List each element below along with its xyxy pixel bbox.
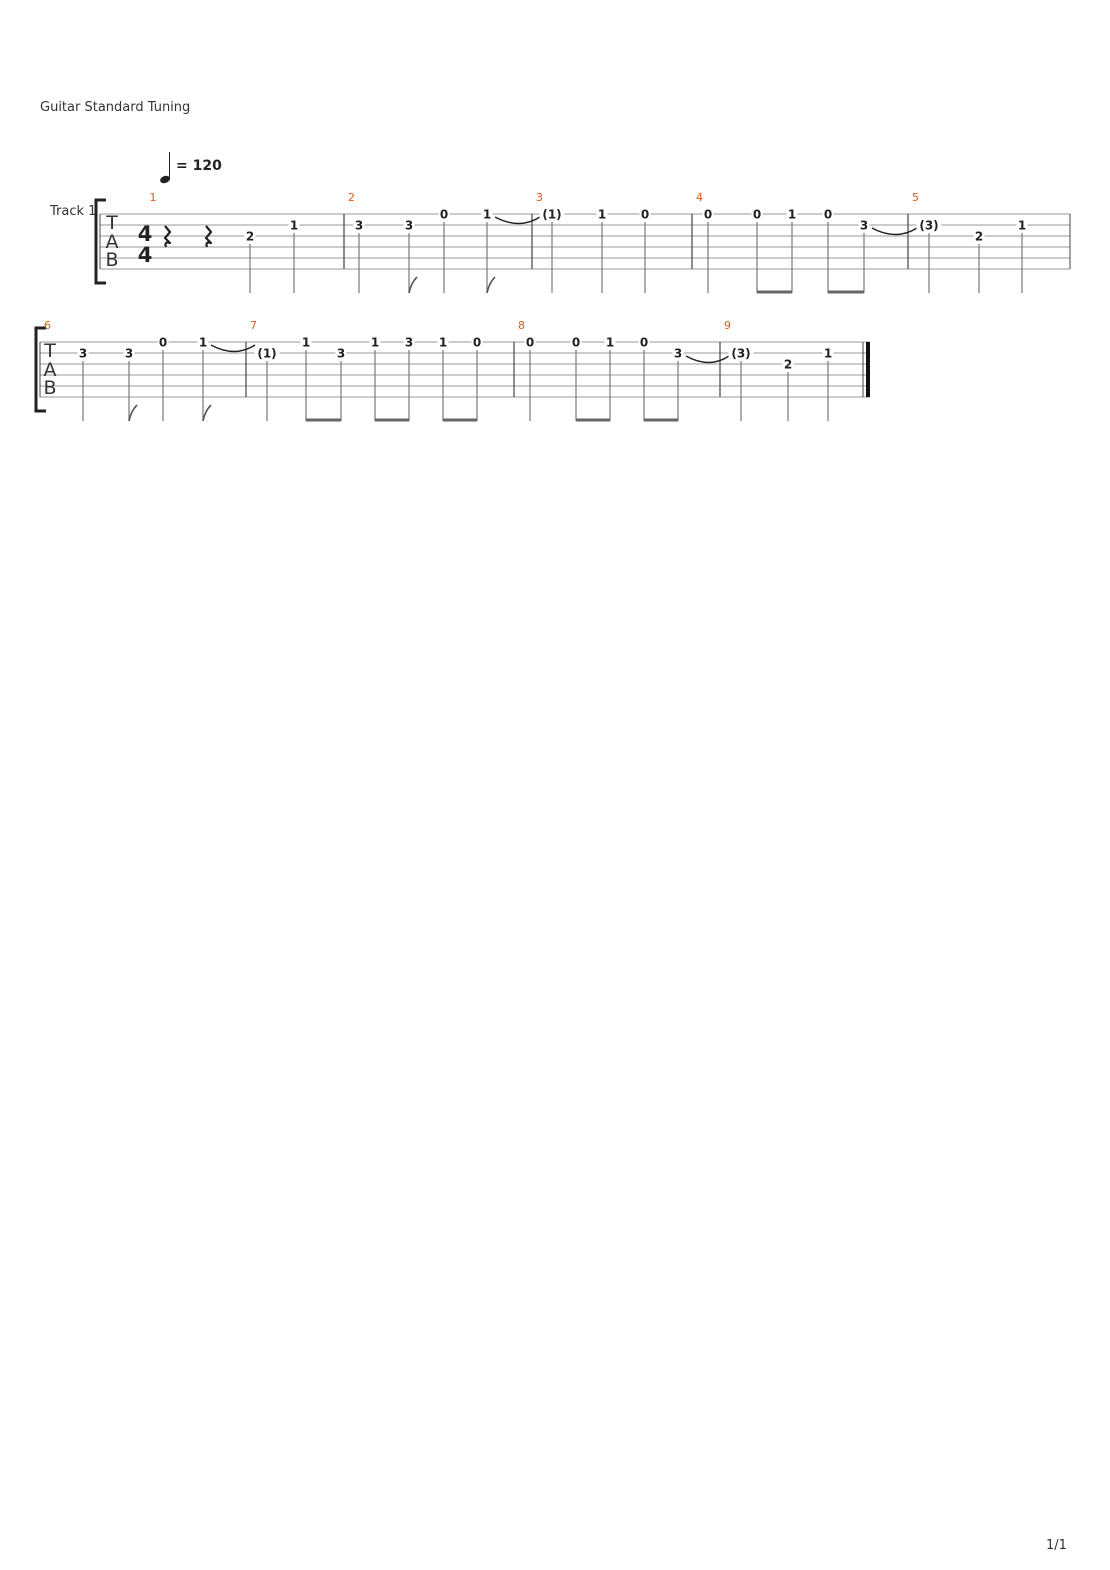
fret-number: 0: [823, 207, 833, 222]
track-name: Track 1: [50, 204, 97, 219]
tab-clef-letter: B: [43, 377, 57, 399]
fret-number: 3: [404, 218, 414, 233]
measure-number: 8: [518, 319, 525, 332]
time-signature-top: 4: [137, 222, 153, 246]
fret-number: 1: [370, 335, 380, 350]
tab-clef-letter: A: [43, 359, 57, 381]
measure-number: 1: [149, 191, 157, 204]
fret-number: 3: [673, 346, 683, 361]
fret-number: 1: [597, 207, 607, 222]
fret-number: 1: [823, 346, 833, 361]
fret-number: 0: [439, 207, 449, 222]
tie-arc: [686, 356, 729, 363]
fret-number: 3: [404, 335, 414, 350]
tuning-label: Guitar Standard Tuning: [40, 100, 191, 115]
tab-clef-letter: T: [44, 340, 56, 362]
fret-number: 0: [158, 335, 168, 350]
fret-number: 0: [640, 207, 650, 222]
fret-number: 1: [787, 207, 797, 222]
measure-number: 5: [912, 191, 919, 204]
fret-number: 1: [605, 335, 615, 350]
fret-number: 3: [124, 346, 134, 361]
measure-number: 7: [250, 319, 257, 332]
time-signature-bottom: 4: [137, 243, 153, 267]
fret-number: 3: [336, 346, 346, 361]
fret-number: (1): [257, 346, 277, 361]
fret-number: 1: [301, 335, 311, 350]
measure-number: 3: [536, 191, 543, 204]
tie-arc: [872, 228, 917, 235]
measure-number: 6: [44, 319, 51, 332]
fret-number: 2: [974, 229, 984, 244]
fret-number: 0: [639, 335, 649, 350]
fret-number: 0: [472, 335, 482, 350]
fret-number: 0: [525, 335, 535, 350]
tab-clef-letter: T: [106, 212, 118, 234]
tempo-value: = 120: [176, 158, 222, 174]
eighth-flag-icon: [487, 277, 495, 293]
fret-number: 3: [78, 346, 88, 361]
eighth-flag-icon: [203, 405, 211, 421]
fret-number: (3): [919, 218, 939, 233]
page-number: 1/1: [1046, 1538, 1067, 1553]
measure-number: 4: [696, 191, 703, 204]
eighth-flag-icon: [129, 405, 137, 421]
measure-number: 2: [348, 191, 355, 204]
tie-arc: [495, 217, 540, 224]
fret-number: 1: [289, 218, 299, 233]
tab-clef-letter: B: [105, 249, 119, 271]
fret-number: 1: [438, 335, 448, 350]
eighth-flag-icon: [409, 277, 417, 293]
tie-arc: [211, 345, 255, 352]
tab-clef-letter: A: [105, 231, 119, 253]
fret-number: 3: [354, 218, 364, 233]
fret-number: 1: [1017, 218, 1027, 233]
fret-number: (1): [542, 207, 562, 222]
fret-number: 0: [752, 207, 762, 222]
fret-number: 1: [482, 207, 492, 222]
fret-number: 3: [859, 218, 869, 233]
fret-number: 2: [783, 357, 793, 372]
fret-number: 0: [571, 335, 581, 350]
fret-number: 0: [703, 207, 713, 222]
fret-number: 1: [198, 335, 208, 350]
fret-number: (3): [731, 346, 751, 361]
measure-number: 9: [724, 319, 731, 332]
fret-number: 2: [245, 229, 255, 244]
